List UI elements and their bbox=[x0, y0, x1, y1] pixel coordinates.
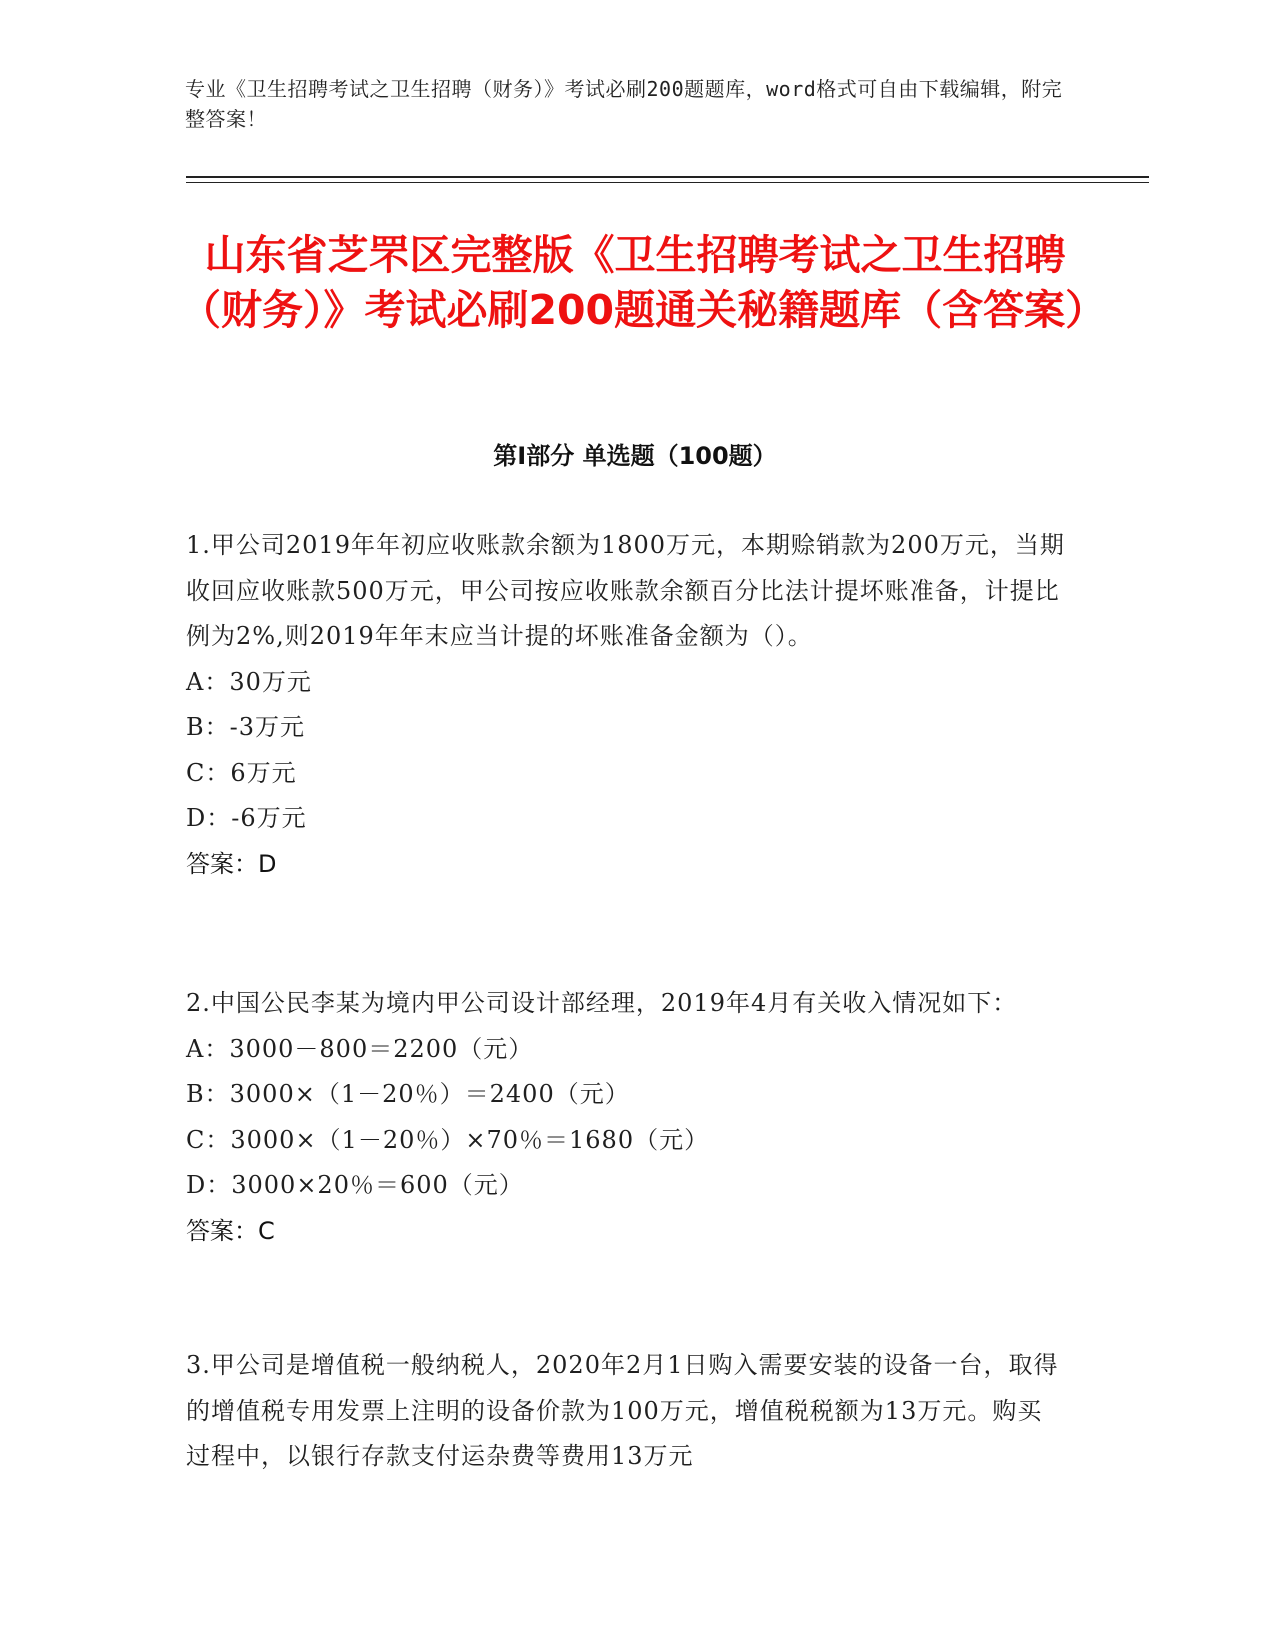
option-c: C：3000×（1－20％）×70％＝1680（元） bbox=[186, 1125, 710, 1154]
section-heading: 第Ⅰ部分 单选题（100题） bbox=[493, 442, 777, 470]
option-b: B：3000×（1－20％）＝2400（元） bbox=[186, 1080, 630, 1108]
answer-line: 答案：C bbox=[186, 1216, 275, 1245]
question-2 bbox=[186, 981, 1066, 1254]
option-d: D：3000×20％＝600（元） bbox=[186, 1171, 524, 1199]
option-b: B：-3万元 bbox=[186, 713, 306, 741]
option-a: A：30万元 bbox=[186, 667, 312, 696]
header-divider-thin bbox=[186, 182, 1149, 183]
answer-line: 答案：D bbox=[186, 849, 277, 878]
question-3 bbox=[186, 1343, 1066, 1480]
document-title: 山东省芝罘区完整版《卫生招聘考试之卫生招聘（财务）》考试必刷200题通关秘籍题库（含答案） bbox=[180, 231, 1107, 334]
question-stem: 2.中国公民李某为境内甲公司设计部经理，2019年4月有关收入情况如下： bbox=[186, 989, 1018, 1017]
header-divider-thick bbox=[186, 176, 1149, 178]
question-1 bbox=[186, 523, 1066, 887]
option-d: D：-6万元 bbox=[186, 804, 307, 832]
question-stem: 1.甲公司2019年年初应收账款余额为1800万元，本期赊销款为200万元，当期收回应收账款500万元，甲公司按应收账款余额百分比法计提坏账准备，计提比例为2%,则2019年年末应当计提的坏账准备金额为（）。 bbox=[186, 531, 1065, 650]
option-c: C：6万元 bbox=[186, 758, 297, 787]
header-note: 专业《卫生招聘考试之卫生招聘（财务）》考试必刷200题题库，word格式可自由下载编辑，附完整答案！ bbox=[185, 77, 1063, 131]
question-stem: 3.甲公司是增值税一般纳税人，2020年2月1日购入需要安装的设备一台，取得的增值税专用发票上注明的设备价款为100万元，增值税税额为13万元。购买过程中，以银行存款支付运杂费等费用13万元 bbox=[186, 1351, 1059, 1470]
option-a: A：3000－800＝2200（元） bbox=[186, 1034, 534, 1063]
